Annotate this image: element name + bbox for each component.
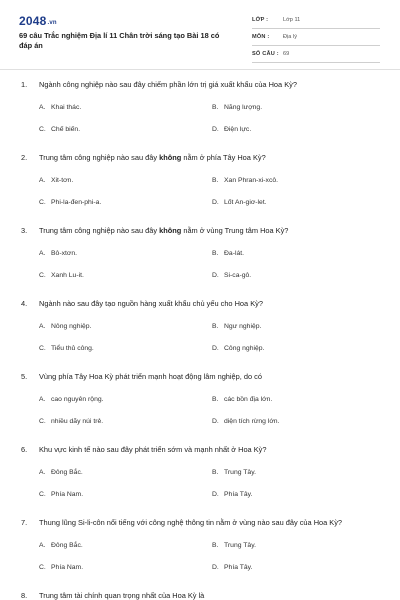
question-stem-end: nằm ở phía Tây Hoa Kỳ? (181, 153, 266, 162)
option-text: Nông nghiệp. (51, 323, 92, 330)
question-stem: Trung tâm công nghiệp nào sau đây (39, 153, 160, 162)
question-text (21, 591, 391, 600)
answer-option[interactable] (39, 469, 83, 476)
question-text (21, 445, 391, 454)
option-label: D. (212, 345, 219, 352)
question-stem: Khu vực kinh tế nào sau đây phát triển sớm và mạnh nhất ở Hoa Kỳ? (39, 445, 267, 454)
header-divider (0, 69, 400, 70)
question-item (0, 518, 400, 591)
option-label: D. (212, 199, 219, 206)
meta-value: Địa lý (283, 34, 297, 40)
answer-option[interactable] (39, 418, 103, 425)
answer-option[interactable] (39, 104, 81, 111)
answer-option[interactable] (212, 177, 278, 184)
question-number: 7. (21, 518, 28, 527)
question-item (0, 299, 400, 372)
option-text: Xanh Lu-it. (51, 272, 84, 279)
question-item (0, 153, 400, 226)
question-text (21, 153, 391, 162)
option-text: Điện lực. (224, 126, 252, 133)
option-label: C. (39, 272, 46, 279)
document-title: 69 câu Trắc nghiệm Địa lí 11 Chân trời sáng tạo Bài 18 có đáp án (19, 31, 220, 50)
option-label: B. (212, 542, 219, 549)
option-label: C. (39, 564, 46, 571)
option-label: B. (212, 104, 219, 111)
meta-row-subject (252, 31, 380, 46)
option-text: Trung Tây. (224, 469, 256, 476)
option-label: A. (39, 542, 46, 549)
question-item (0, 226, 400, 299)
option-text: Phía Nam. (51, 564, 84, 571)
answer-option[interactable] (212, 396, 272, 403)
option-text: Phía Nam. (51, 491, 84, 498)
option-label: A. (39, 250, 46, 257)
question-list (0, 80, 400, 600)
option-label: A. (39, 323, 46, 330)
option-label: C. (39, 418, 46, 425)
meta-value: 69 (283, 51, 290, 57)
option-text: Công nghiệp. (224, 345, 265, 352)
option-label: C. (39, 199, 46, 206)
question-text (21, 226, 391, 235)
answer-option[interactable] (212, 250, 244, 257)
option-text: Phía Tây. (224, 564, 253, 571)
option-label: D. (212, 491, 219, 498)
option-text: Trung Tây. (224, 542, 256, 549)
option-label: C. (39, 126, 46, 133)
answer-option[interactable] (39, 542, 83, 549)
option-text: Lốt An-giơ-let. (224, 199, 267, 206)
answer-option[interactable] (39, 491, 83, 498)
option-label: B. (212, 396, 219, 403)
option-label: C. (39, 345, 46, 352)
question-number: 8. (21, 591, 28, 600)
question-item (0, 80, 400, 153)
option-text: Xan Phran-xi-xcô. (224, 177, 279, 184)
option-text: nhiều dãy núi trẻ. (51, 418, 104, 425)
option-text: Phía Tây. (224, 491, 253, 498)
answer-option[interactable] (212, 491, 252, 498)
option-text: Chế biến. (51, 126, 81, 133)
question-text (21, 299, 391, 308)
question-stem: Ngành nào sau đây tạo nguồn hàng xuất khẩu chủ yếu cho Hoa Kỳ? (39, 299, 263, 308)
meta-value: Lớp 11 (283, 17, 301, 23)
meta-row-count (252, 48, 380, 63)
question-number: 1. (21, 80, 28, 89)
answer-option[interactable] (39, 564, 83, 571)
option-label: D. (212, 564, 219, 571)
option-label: B. (212, 469, 219, 476)
question-number: 6. (21, 445, 28, 454)
answer-option[interactable] (212, 469, 256, 476)
question-stem: Trung tâm tài chính quan trọng nhất của Hoa Kỳ là (39, 591, 205, 600)
option-text: Ngư nghiệp. (224, 323, 262, 330)
option-label: D. (212, 126, 219, 133)
option-label: A. (39, 104, 46, 111)
answer-option[interactable] (39, 272, 84, 279)
answer-option[interactable] (212, 272, 251, 279)
question-stem: Ngành công nghiệp nào sau đây chiếm phần lớn trị giá xuất khẩu của Hoa Kỳ? (39, 80, 297, 89)
answer-option[interactable] (39, 199, 101, 206)
option-label: D. (212, 418, 219, 425)
question-number: 3. (21, 226, 28, 235)
site-logo[interactable] (19, 14, 57, 28)
option-text: diện tích rừng lớn. (224, 418, 280, 425)
answer-option[interactable] (39, 345, 94, 352)
question-emphasis: không (159, 226, 182, 235)
question-text (21, 80, 391, 89)
question-item (0, 372, 400, 445)
option-label: B. (212, 177, 219, 184)
option-text: Đông Bắc. (51, 542, 83, 549)
answer-option[interactable] (212, 564, 252, 571)
logo-text: 2048 (19, 14, 47, 28)
option-label: D. (212, 272, 219, 279)
document-header (0, 0, 400, 66)
answer-option[interactable] (212, 199, 267, 206)
question-item (0, 445, 400, 518)
question-stem-end: nằm ở vùng Trung tâm Hoa Kỳ? (181, 226, 289, 235)
option-label: B. (212, 250, 219, 257)
option-text: Phi-la-đen-phi-a. (51, 199, 102, 206)
answer-option[interactable] (39, 396, 104, 403)
option-label: A. (39, 177, 46, 184)
option-text: Bô-xtơn. (51, 250, 77, 257)
question-emphasis: không (159, 153, 182, 162)
answer-option[interactable] (212, 126, 251, 133)
answer-option[interactable] (39, 323, 91, 330)
meta-key: SỐ CÂU : (252, 51, 279, 57)
option-text: các bồn địa lớn. (224, 396, 273, 403)
question-number: 2. (21, 153, 28, 162)
option-text: Khai thác. (51, 104, 82, 111)
answer-option[interactable] (212, 104, 262, 111)
answer-option[interactable] (39, 250, 77, 257)
question-item (0, 591, 400, 600)
question-text (21, 518, 391, 527)
answer-option[interactable] (212, 345, 264, 352)
question-stem: Thung lũng Si-li-côn nổi tiếng với công nghệ thông tin nằm ở vùng nào sau đây của Hoa Kỳ? (39, 518, 343, 527)
option-text: Xit-tơn. (51, 177, 74, 184)
option-text: Đông Bắc. (51, 469, 83, 476)
option-label: A. (39, 469, 46, 476)
meta-panel (252, 14, 380, 65)
question-number: 5. (21, 372, 28, 381)
answer-option[interactable] (39, 177, 73, 184)
option-text: Đa-lát. (224, 250, 245, 257)
question-number: 4. (21, 299, 28, 308)
logo-suffix: .vn (47, 20, 57, 26)
question-stem: Trung tâm công nghiệp nào sau đây (39, 226, 160, 235)
option-label: B. (212, 323, 219, 330)
option-text: cao nguyên rộng. (51, 396, 104, 403)
answer-option[interactable] (212, 323, 261, 330)
answer-option[interactable] (212, 542, 256, 549)
option-text: Năng lượng. (224, 104, 263, 111)
option-label: A. (39, 396, 46, 403)
meta-row-grade (252, 14, 380, 29)
meta-key: LỚP : (252, 17, 269, 23)
question-text (21, 372, 391, 381)
option-label: C. (39, 491, 46, 498)
answer-option[interactable] (212, 418, 279, 425)
meta-key: MÔN : (252, 34, 270, 40)
option-text: Si-ca-gô. (224, 272, 252, 279)
option-text: Tiểu thủ công. (51, 345, 94, 352)
question-stem: Vùng phía Tây Hoa Kỳ phát triển mạnh hoạt động lâm nghiệp, do có (39, 372, 262, 381)
answer-option[interactable] (39, 126, 80, 133)
